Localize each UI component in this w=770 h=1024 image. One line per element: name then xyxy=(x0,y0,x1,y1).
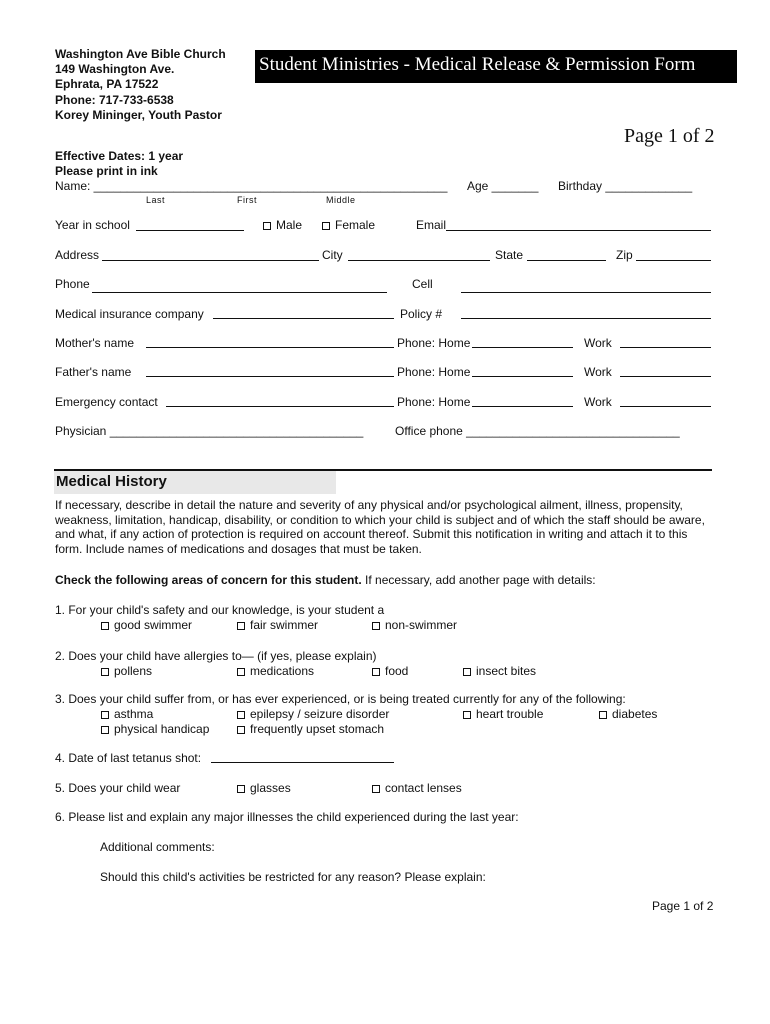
question-1: 1. For your child's safety and our knowledge, is your student a xyxy=(55,603,385,617)
cell-label: Cell xyxy=(412,277,433,291)
contact-lenses-option[interactable]: contact lenses xyxy=(372,781,462,795)
section-divider xyxy=(54,469,712,471)
birthday-field[interactable]: Birthday _____________ xyxy=(558,179,693,193)
checkbox-icon xyxy=(372,622,380,630)
form-title: Student Ministries - Medical Release & Permission Form xyxy=(255,50,737,83)
last-caption: Last xyxy=(146,195,166,205)
checkbox-icon xyxy=(101,622,109,630)
office-phone-field[interactable]: Office phone ________________________________ xyxy=(395,424,680,438)
checkbox-icon xyxy=(101,726,109,734)
church-pastor: Korey Mininger, Youth Pastor xyxy=(55,107,222,122)
mother-work-label: Work xyxy=(584,336,612,350)
epilepsy-option[interactable]: epilepsy / seizure disorder xyxy=(237,707,389,721)
mother-work-input[interactable] xyxy=(620,347,711,348)
middle-caption: Middle xyxy=(326,195,356,205)
food-option[interactable]: food xyxy=(372,664,408,678)
additional-comments-label: Additional comments: xyxy=(100,840,215,854)
year-in-school-label: Year in school xyxy=(55,218,130,232)
state-input[interactable] xyxy=(527,260,606,261)
church-street: 149 Washington Ave. xyxy=(55,62,175,77)
female-option[interactable]: Female xyxy=(322,218,375,232)
page-number-footer: Page 1 of 2 xyxy=(652,899,714,913)
zip-label: Zip xyxy=(616,248,633,262)
fair-swimmer-option[interactable]: fair swimmer xyxy=(237,618,318,632)
emergency-work-input[interactable] xyxy=(620,406,711,407)
insurance-label: Medical insurance company xyxy=(55,307,204,321)
mother-label: Mother's name xyxy=(55,336,134,350)
checkbox-icon xyxy=(237,668,245,676)
emergency-work-label: Work xyxy=(584,395,612,409)
mother-phone-home-label: Phone: Home xyxy=(397,336,471,350)
pollens-option[interactable]: pollens xyxy=(101,664,152,678)
insurance-input[interactable] xyxy=(213,318,394,319)
cell-input[interactable] xyxy=(461,292,711,293)
phone-input[interactable] xyxy=(92,292,387,293)
address-input[interactable] xyxy=(102,260,319,261)
check-instruction: Check the following areas of concern for this student. If necessary, add another page with details: xyxy=(55,573,596,587)
medical-history-title: Medical History xyxy=(56,473,167,490)
medications-option[interactable]: medications xyxy=(237,664,314,678)
church-info xyxy=(55,47,226,123)
question-2: 2. Does your child have allergies to— (if yes, please explain) xyxy=(55,649,377,663)
print-instruction: Please print in ink xyxy=(55,164,158,178)
father-phone-home-label: Phone: Home xyxy=(397,365,471,379)
checkbox-icon xyxy=(237,726,245,734)
state-label: State xyxy=(495,248,524,262)
medical-history-header xyxy=(54,470,336,494)
father-label: Father's name xyxy=(55,365,132,379)
checkbox-icon xyxy=(599,711,607,719)
checkbox-icon xyxy=(372,668,380,676)
physical-handicap-option[interactable]: physical handicap xyxy=(101,722,209,736)
male-option[interactable]: Male xyxy=(263,218,302,232)
address-label: Address xyxy=(55,248,100,262)
page-number-header: Page 1 of 2 xyxy=(624,125,715,147)
name-field[interactable]: Name: _____________________________________________________ xyxy=(55,179,448,193)
phone-label: Phone xyxy=(55,277,90,291)
checkbox-icon xyxy=(101,711,109,719)
father-work-input[interactable] xyxy=(620,376,711,377)
father-work-label: Work xyxy=(584,365,612,379)
good-swimmer-option[interactable]: good swimmer xyxy=(101,618,192,632)
effective-dates: Effective Dates: 1 year xyxy=(55,149,184,163)
church-name: Washington Ave Bible Church xyxy=(55,47,226,61)
physician-field[interactable]: Physician ______________________________________ xyxy=(55,424,364,438)
checkbox-icon xyxy=(463,711,471,719)
heart-trouble-option[interactable]: heart trouble xyxy=(463,707,543,721)
insect-bites-option[interactable]: insect bites xyxy=(463,664,536,678)
question-6: 6. Please list and explain any major illnesses the child experienced during the last year: xyxy=(55,810,519,824)
policy-input[interactable] xyxy=(461,318,711,319)
father-input[interactable] xyxy=(146,376,394,377)
glasses-option[interactable]: glasses xyxy=(237,781,291,795)
emergency-input[interactable] xyxy=(166,406,394,407)
first-caption: First xyxy=(237,195,257,205)
zip-input[interactable] xyxy=(636,260,711,261)
diabetes-option[interactable]: diabetes xyxy=(599,707,657,721)
checkbox-icon xyxy=(263,222,271,230)
checkbox-icon xyxy=(101,668,109,676)
policy-label: Policy # xyxy=(400,307,443,321)
emergency-phone-home-label: Phone: Home xyxy=(397,395,471,409)
city-input[interactable] xyxy=(348,260,490,261)
restriction-question: Should this child's activities be restricted for any reason? Please explain: xyxy=(100,870,486,884)
year-in-school-input[interactable] xyxy=(136,230,244,231)
asthma-option[interactable]: asthma xyxy=(101,707,153,721)
mother-phone-home-input[interactable] xyxy=(472,347,573,348)
city-label: City xyxy=(322,248,343,262)
email-input[interactable] xyxy=(446,230,711,231)
question-3: 3. Does your child suffer from, or has ever experienced, or is being treated currently for any of the following: xyxy=(55,692,626,706)
checkbox-icon xyxy=(237,622,245,630)
checkbox-icon xyxy=(237,711,245,719)
non-swimmer-option[interactable]: non-swimmer xyxy=(372,618,457,632)
upset-stomach-option[interactable]: frequently upset stomach xyxy=(237,722,384,736)
checkbox-icon xyxy=(372,785,380,793)
checkbox-icon xyxy=(322,222,330,230)
emergency-phone-home-input[interactable] xyxy=(472,406,573,407)
checkbox-icon xyxy=(237,785,245,793)
father-phone-home-input[interactable] xyxy=(472,376,573,377)
mother-input[interactable] xyxy=(146,347,394,348)
age-field[interactable]: Age _______ xyxy=(467,179,539,193)
checkbox-icon xyxy=(463,668,471,676)
medical-description: If necessary, describe in detail the nature and severity of any physical and/or psychological ailment, illness, propensity, weakness, limitation, handicap, disability, or condition to which your child is subject and of which the staff should be aware, and what, if any action of protection is required on account thereof. Submit this notification in writing and attach it to this form. Include names of medications and dosages that must be taken. xyxy=(55,498,705,556)
tetanus-date-input[interactable] xyxy=(211,762,394,763)
question-4: 4. Date of last tetanus shot: xyxy=(55,751,202,765)
church-phone: Phone: 717-733-6538 xyxy=(55,92,174,107)
question-5: 5. Does your child wear xyxy=(55,781,181,795)
church-city: Ephrata, PA 17522 xyxy=(55,77,159,92)
emergency-label: Emergency contact xyxy=(55,395,158,409)
email-label: Email xyxy=(416,218,447,232)
